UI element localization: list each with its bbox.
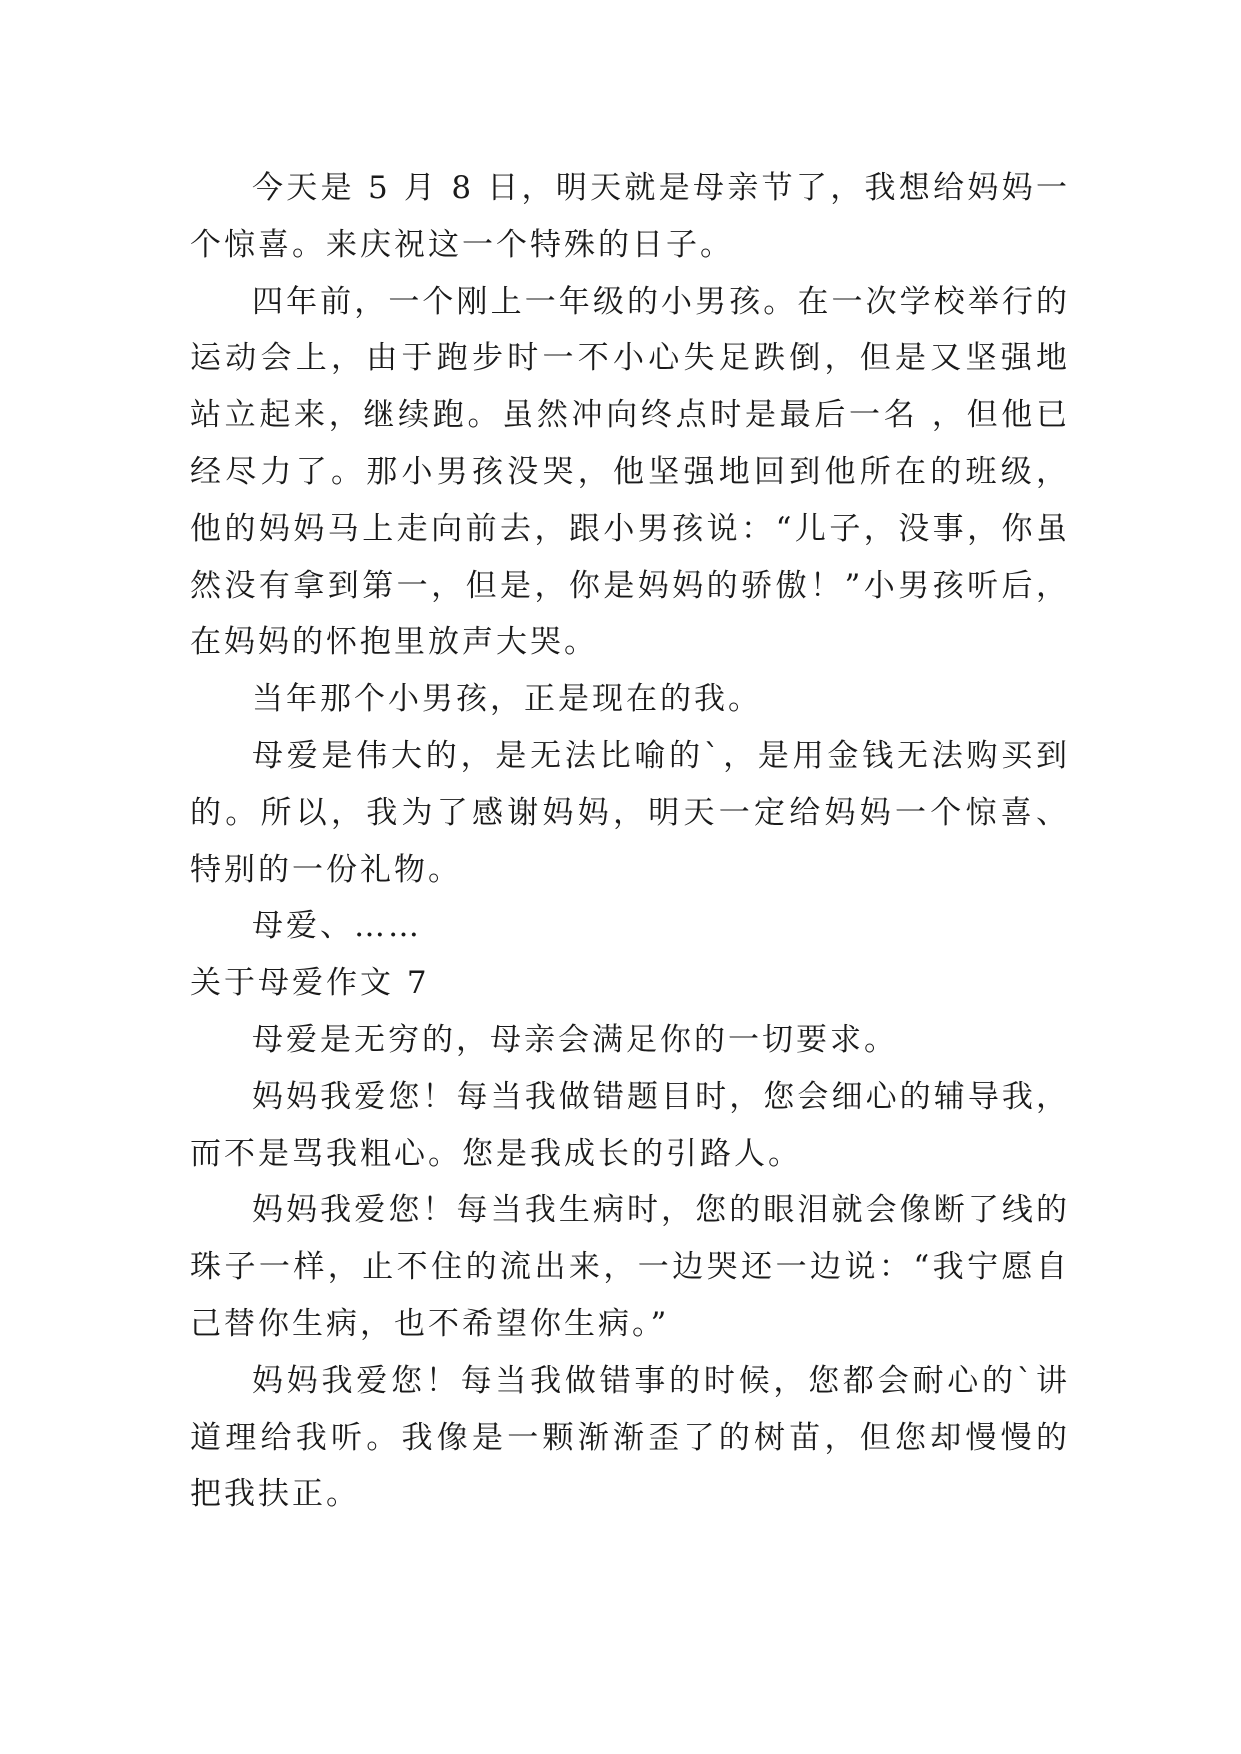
paragraph: 母爱是无穷的，母亲会满足你的一切要求。 <box>252 1021 898 1058</box>
paragraph: 母爱是伟大的，是无法比喻的`，是用金钱无法购买到的。所以，我为了感谢妈妈，明天一定给妈妈一个惊喜、特别的一份礼物。 <box>190 737 1070 888</box>
paragraph: 妈妈我爱您！每当我做错题目时，您会细心的辅导我，而不是骂我粗心。您是我成长的引路人。 <box>190 1078 1070 1172</box>
paragraph: 四年前，一个刚上一年级的小男孩。在一次学校举行的运动会上，由于跑步时一不小心失足跌倒，但是又坚强地站立起来，继续跑。虽然冲向终点时是最后一名 ，但他已经尽力了。那小男孩没哭，他坚强地回到他所在的班级，他的妈妈马上走向前去，跟小男孩说：“儿子，没事，你虽然没有拿到第一，但是，你是妈妈的骄傲！”小男孩听后，在妈妈的怀抱里放声大哭。 <box>190 283 1070 661</box>
paragraph: 母爱、…… <box>252 908 422 945</box>
paragraph: 妈妈我爱您！每当我做错事的时候，您都会耐心的`讲道理给我听。我像是一颗渐渐歪了的树苗，但您却慢慢的把我扶正。 <box>190 1362 1070 1513</box>
paragraph: 妈妈我爱您！每当我生病时，您的眼泪就会像断了线的珠子一样，止不住的流出来，一边哭还一边说：“我宁愿自己替你生病，也不希望你生病。” <box>190 1192 1070 1342</box>
section-heading: 关于母爱作文 7 <box>190 965 430 1002</box>
paragraph: 当年那个小男孩，正是现在的我。 <box>252 681 762 718</box>
paragraph: 今天是 5 月 8 日，明天就是母亲节了，我想给妈妈一个惊喜。来庆祝这一个特殊的日子。 <box>190 170 1070 263</box>
document-body <box>190 160 1070 1523</box>
